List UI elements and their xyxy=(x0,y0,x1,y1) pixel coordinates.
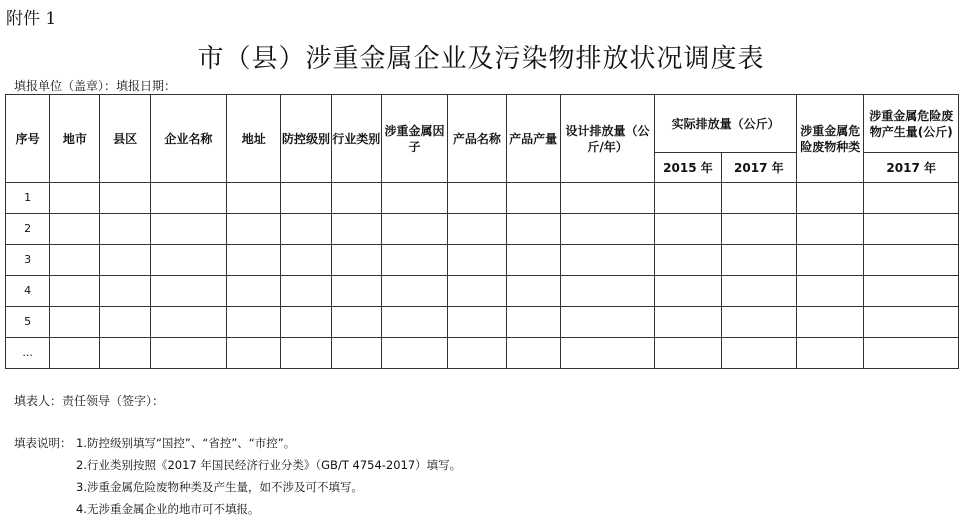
table-cell[interactable] xyxy=(381,245,447,276)
table-cell[interactable] xyxy=(448,338,506,369)
table-cell[interactable] xyxy=(506,307,560,338)
table-cell[interactable] xyxy=(227,183,281,214)
table-cell[interactable] xyxy=(150,183,226,214)
table-cell[interactable] xyxy=(864,245,959,276)
table-cell[interactable] xyxy=(281,307,331,338)
table-cell[interactable] xyxy=(448,307,506,338)
table-cell[interactable] xyxy=(331,276,381,307)
header-waste-year-2017: 2017 年 xyxy=(864,153,959,183)
table-cell[interactable] xyxy=(50,276,100,307)
table-cell[interactable] xyxy=(150,307,226,338)
table-cell[interactable] xyxy=(560,338,654,369)
instruction-item: 4.无涉重金属企业的地市可不填报。 xyxy=(76,502,260,516)
table-body xyxy=(6,183,959,369)
row-number: 5 xyxy=(6,307,50,338)
row-number: ... xyxy=(6,338,50,369)
table-cell[interactable] xyxy=(381,307,447,338)
table-cell[interactable] xyxy=(506,245,560,276)
table-cell[interactable] xyxy=(227,338,281,369)
instruction-item xyxy=(14,432,461,454)
table-cell[interactable] xyxy=(721,338,796,369)
table-cell[interactable] xyxy=(655,307,721,338)
table-cell[interactable] xyxy=(381,183,447,214)
table-cell[interactable] xyxy=(797,183,864,214)
instruction-item: 3.涉重金属危险废物种类及产生量，如不涉及可不填写。 xyxy=(76,480,363,494)
table-cell[interactable] xyxy=(381,214,447,245)
attachment-label: 附件 1 xyxy=(6,9,57,29)
table-cell[interactable] xyxy=(506,338,560,369)
fill-instructions xyxy=(14,432,461,520)
table-cell[interactable] xyxy=(50,307,100,338)
fill-info-line: 填报单位（盖章）：填报日期： xyxy=(14,79,177,93)
table-cell[interactable] xyxy=(381,338,447,369)
table-cell[interactable] xyxy=(150,214,226,245)
table-cell[interactable] xyxy=(448,183,506,214)
table-cell[interactable] xyxy=(150,276,226,307)
table-cell[interactable] xyxy=(655,183,721,214)
table-cell[interactable] xyxy=(331,245,381,276)
table-row xyxy=(6,276,959,307)
table-cell[interactable] xyxy=(560,214,654,245)
instructions-label: 填表说明： xyxy=(14,436,72,450)
table-cell[interactable] xyxy=(797,245,864,276)
table-cell[interactable] xyxy=(227,307,281,338)
table-cell[interactable] xyxy=(331,307,381,338)
table-cell[interactable] xyxy=(797,338,864,369)
table-cell[interactable] xyxy=(227,276,281,307)
header-city: 地市 xyxy=(50,95,100,183)
table-cell[interactable] xyxy=(864,338,959,369)
table-row xyxy=(6,245,959,276)
header-control-level: 防控级别 xyxy=(281,95,331,183)
table-cell[interactable] xyxy=(100,214,150,245)
table-cell[interactable] xyxy=(448,276,506,307)
table-cell[interactable] xyxy=(50,183,100,214)
table-cell[interactable] xyxy=(655,245,721,276)
header-year-2017: 2017 年 xyxy=(721,153,796,183)
table-cell[interactable] xyxy=(100,338,150,369)
table-row xyxy=(6,214,959,245)
table-cell[interactable] xyxy=(721,183,796,214)
table-cell[interactable] xyxy=(281,276,331,307)
table-cell[interactable] xyxy=(864,183,959,214)
table-cell[interactable] xyxy=(864,214,959,245)
table-cell[interactable] xyxy=(560,276,654,307)
table-cell[interactable] xyxy=(721,307,796,338)
header-metal-factor: 涉重金属因子 xyxy=(381,95,447,183)
table-cell[interactable] xyxy=(281,245,331,276)
table-cell[interactable] xyxy=(721,214,796,245)
table-cell[interactable] xyxy=(655,276,721,307)
table-cell[interactable] xyxy=(281,183,331,214)
row-number: 4 xyxy=(6,276,50,307)
header-design-emission: 设计排放量（公斤/年） xyxy=(560,95,654,183)
instruction-item: 2.行业类别按照《2017 年国民经济行业分类》（GB/T 4754-2017）填写。 xyxy=(76,458,462,472)
header-product-output: 产品产量 xyxy=(506,95,560,183)
row-number: 2 xyxy=(6,214,50,245)
header-county: 县区 xyxy=(100,95,150,183)
table-cell[interactable] xyxy=(50,338,100,369)
table-cell[interactable] xyxy=(281,214,331,245)
header-year-2015: 2015 年 xyxy=(655,153,721,183)
table-cell[interactable] xyxy=(100,183,150,214)
header-industry: 行业类别 xyxy=(331,95,381,183)
table-cell[interactable] xyxy=(331,214,381,245)
table-cell[interactable] xyxy=(331,338,381,369)
table-cell[interactable] xyxy=(864,276,959,307)
table-cell[interactable] xyxy=(560,245,654,276)
table-cell[interactable] xyxy=(227,214,281,245)
table-cell[interactable] xyxy=(227,245,281,276)
table-cell[interactable] xyxy=(506,183,560,214)
table-cell[interactable] xyxy=(797,214,864,245)
table-cell[interactable] xyxy=(797,276,864,307)
table-cell[interactable] xyxy=(721,276,796,307)
table-row xyxy=(6,338,959,369)
header-waste-output: 涉重金属危险废物产生量(公斤) xyxy=(864,95,959,153)
table-cell[interactable] xyxy=(150,245,226,276)
table-cell[interactable] xyxy=(150,338,226,369)
header-actual-emission: 实际排放量（公斤） xyxy=(655,95,797,153)
row-number: 1 xyxy=(6,183,50,214)
header-waste-type: 涉重金属危险废物种类 xyxy=(797,95,864,183)
table-cell[interactable] xyxy=(560,183,654,214)
table-cell[interactable] xyxy=(864,307,959,338)
page-title: 市（县）涉重金属企业及污染物排放状况调度表 xyxy=(197,44,765,74)
report-table xyxy=(5,94,959,369)
filler-signature-line: 填表人：责任领导（签字）： xyxy=(14,394,165,408)
header-company: 企业名称 xyxy=(150,95,226,183)
table-cell[interactable] xyxy=(331,183,381,214)
table-cell[interactable] xyxy=(50,214,100,245)
table-cell[interactable] xyxy=(448,245,506,276)
table-cell[interactable] xyxy=(506,276,560,307)
table-row xyxy=(6,307,959,338)
table-cell[interactable] xyxy=(506,214,560,245)
table-cell[interactable] xyxy=(100,276,150,307)
table-cell[interactable] xyxy=(281,338,331,369)
table-cell[interactable] xyxy=(448,214,506,245)
table-cell[interactable] xyxy=(100,307,150,338)
table-row xyxy=(6,183,959,214)
table-cell[interactable] xyxy=(100,245,150,276)
table-cell[interactable] xyxy=(560,307,654,338)
table-cell[interactable] xyxy=(50,245,100,276)
table-cell[interactable] xyxy=(655,338,721,369)
table-cell[interactable] xyxy=(797,307,864,338)
table-cell[interactable] xyxy=(655,214,721,245)
row-number: 3 xyxy=(6,245,50,276)
header-seq: 序号 xyxy=(6,95,50,183)
header-address: 地址 xyxy=(227,95,281,183)
header-product-name: 产品名称 xyxy=(448,95,506,183)
instruction-text: 1.防控级别填写“国控”、“省控”、“市控”。 xyxy=(76,436,296,450)
table-cell[interactable] xyxy=(381,276,447,307)
table-cell[interactable] xyxy=(721,245,796,276)
